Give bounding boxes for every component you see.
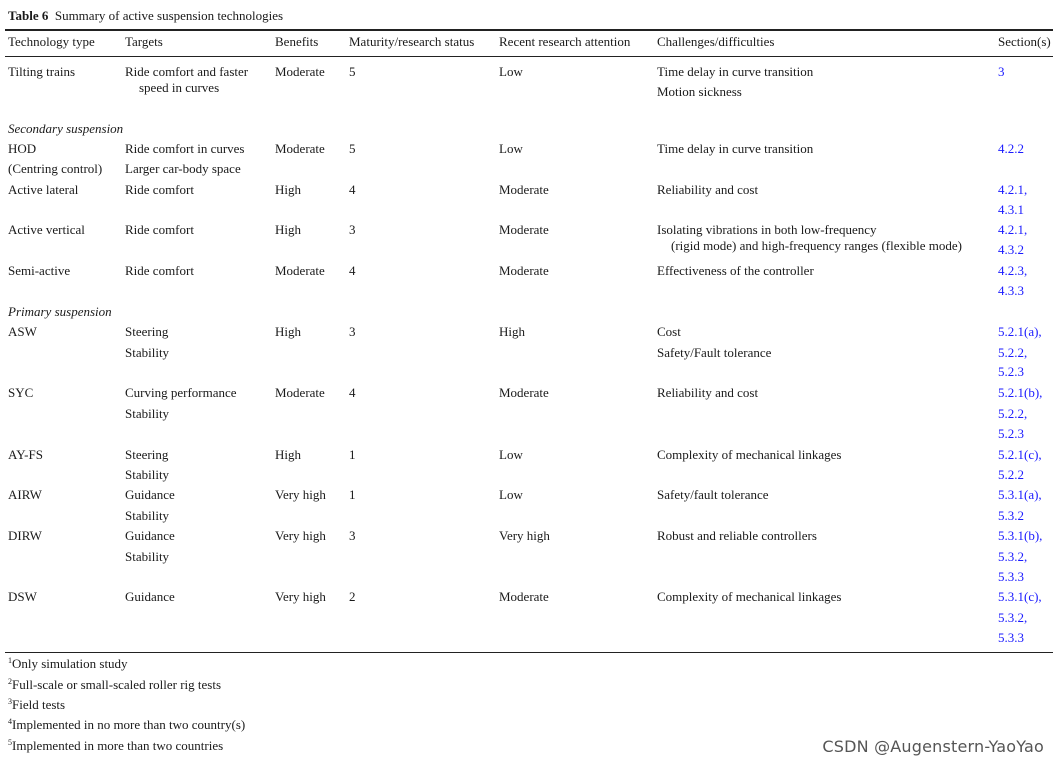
footnote-mark: 1 [8, 656, 12, 665]
cell-targets: Ride comfort [125, 182, 194, 197]
cell-targets: Stability [125, 549, 170, 564]
cell-targets: Ride comfort [125, 222, 194, 237]
section-link[interactable]: 5.3.2, [998, 549, 1028, 564]
cell-maturity: 1 [349, 487, 356, 502]
cell-challenges: Safety/fault tolerance [657, 487, 769, 502]
header-maturity: Maturity/research status [349, 34, 475, 49]
header-challenges: Challenges/difficulties [657, 34, 775, 49]
cell-attention: Moderate [499, 182, 549, 197]
cell-maturity: 3 [349, 222, 356, 237]
footnote [8, 656, 128, 672]
section-link[interactable]: 5.3.1(b), [998, 528, 1043, 543]
cell-attention: High [499, 324, 525, 339]
cell-challenges: Isolating vibrations in both low-frequency [657, 222, 877, 237]
section-link[interactable]: 5.3.1(a), [998, 487, 1042, 502]
cell-targets: speed in curves [139, 80, 220, 95]
cell-benefits: Very high [275, 589, 326, 604]
cell-benefits: Moderate [275, 141, 325, 156]
footnote-mark: 2 [8, 677, 12, 686]
table-caption [8, 8, 283, 24]
cell-attention: Low [499, 64, 523, 79]
cell-type: ASW [8, 324, 37, 339]
footnote [8, 697, 65, 713]
section-link[interactable]: 5.3.3 [998, 630, 1024, 645]
cell-maturity: 5 [349, 141, 356, 156]
footnote [8, 677, 221, 693]
cell-benefits: Very high [275, 528, 326, 543]
cell-attention: Moderate [499, 385, 549, 400]
section-link[interactable]: 5.2.1(a), [998, 324, 1042, 339]
section-link[interactable]: 4.2.1, [998, 182, 1028, 197]
cell-targets: Curving performance [125, 385, 237, 400]
section-link[interactable]: 4.2.3, [998, 263, 1028, 278]
header-targets: Targets [125, 34, 163, 49]
cell-challenges: Motion sickness [657, 84, 742, 99]
cell-challenges: (rigid mode) and high-frequency ranges (flexible mode) [671, 238, 962, 253]
cell-challenges: Time delay in curve transition [657, 64, 814, 79]
cell-targets: Stability [125, 406, 170, 421]
section-link[interactable]: 5.2.2 [998, 467, 1024, 482]
cell-challenges: Safety/Fault tolerance [657, 345, 772, 360]
section-link[interactable]: 4.3.3 [998, 283, 1024, 298]
cell-challenges: Complexity of mechanical linkages [657, 447, 842, 462]
cell-targets: Guidance [125, 528, 175, 543]
cell-targets: Guidance [125, 487, 175, 502]
section-link[interactable]: 5.3.1(c), [998, 589, 1042, 604]
section-link[interactable]: 5.2.1(b), [998, 385, 1043, 400]
footnote-text: Implemented in more than two countries [12, 738, 224, 753]
section-label-secondary: Secondary suspension [8, 121, 124, 136]
section-link[interactable]: 5.2.3 [998, 426, 1024, 441]
cell-type: Tilting trains [8, 64, 76, 79]
watermark: CSDN @Augenstern-YaoYao [822, 737, 1044, 756]
cell-maturity: 3 [349, 324, 356, 339]
cell-challenges: Complexity of mechanical linkages [657, 589, 842, 604]
section-link[interactable]: 4.3.1 [998, 202, 1024, 217]
section-link[interactable]: 5.3.3 [998, 569, 1024, 584]
footnote-text: Full-scale or small-scaled roller rig tests [12, 677, 222, 692]
section-link[interactable]: 4.2.2 [998, 141, 1024, 156]
cell-type: HOD [8, 141, 37, 156]
section-link[interactable]: 5.2.1(c), [998, 447, 1042, 462]
cell-challenges: Reliability and cost [657, 182, 759, 197]
section-link[interactable]: 5.2.2, [998, 406, 1028, 421]
cell-benefits: High [275, 447, 301, 462]
cell-targets: Stability [125, 345, 170, 360]
footnote [8, 717, 245, 733]
cell-maturity: 3 [349, 528, 356, 543]
cell-benefits: Moderate [275, 64, 325, 79]
table-title: Summary of active suspension technologies [54, 8, 284, 23]
cell-targets: Guidance [125, 589, 175, 604]
section-link[interactable]: 4.3.2 [998, 242, 1024, 257]
cell-benefits: Very high [275, 487, 326, 502]
cell-benefits: High [275, 222, 301, 237]
cell-targets: Stability [125, 467, 170, 482]
cell-maturity: 2 [349, 589, 356, 604]
cell-maturity: 4 [349, 385, 356, 400]
table-label: Table 6 [8, 8, 49, 23]
header-benefits: Benefits [275, 34, 319, 49]
cell-benefits: High [275, 324, 301, 339]
section-link[interactable]: 5.2.2, [998, 345, 1028, 360]
cell-benefits: Moderate [275, 385, 325, 400]
section-link[interactable]: 5.3.2, [998, 610, 1028, 625]
section-link[interactable]: 5.2.3 [998, 364, 1024, 379]
footnote-text: Field tests [12, 697, 66, 712]
cell-attention: Low [499, 447, 523, 462]
cell-targets: Steering [125, 447, 169, 462]
cell-attention: Very high [499, 528, 550, 543]
cell-attention: Moderate [499, 263, 549, 278]
cell-type: Semi-active [8, 263, 71, 278]
bottom-rule [5, 652, 1053, 653]
cell-maturity: 5 [349, 64, 356, 79]
cell-targets: Stability [125, 508, 170, 523]
top-rule [5, 29, 1053, 31]
cell-type: DIRW [8, 528, 42, 543]
footnote-mark: 4 [8, 717, 12, 726]
cell-targets: Larger car-body space [125, 161, 241, 176]
cell-challenges: Cost [657, 324, 681, 339]
cell-challenges: Time delay in curve transition [657, 141, 814, 156]
footnote-text: Implemented in no more than two country(s) [12, 717, 246, 732]
cell-maturity: 4 [349, 263, 356, 278]
cell-targets: Steering [125, 324, 169, 339]
cell-benefits: Moderate [275, 263, 325, 278]
cell-type: Active vertical [8, 222, 85, 237]
cell-challenges: Effectiveness of the controller [657, 263, 814, 278]
cell-type: DSW [8, 589, 37, 604]
section-link[interactable]: 4.2.1, [998, 222, 1028, 237]
section-link[interactable]: 3 [998, 64, 1005, 79]
cell-targets: Ride comfort [125, 263, 194, 278]
cell-challenges: Reliability and cost [657, 385, 759, 400]
cell-maturity: 1 [349, 447, 356, 462]
cell-challenges: Robust and reliable controllers [657, 528, 817, 543]
footnote [8, 738, 223, 754]
cell-attention: Low [499, 487, 523, 502]
footnote-text: Only simulation study [12, 656, 128, 671]
header-rule [5, 56, 1053, 57]
footnote-mark: 5 [8, 738, 12, 747]
header-attention: Recent research attention [499, 34, 631, 49]
cell-maturity: 4 [349, 182, 356, 197]
cell-type: (Centring control) [8, 161, 103, 176]
cell-type: Active lateral [8, 182, 79, 197]
cell-attention: Low [499, 141, 523, 156]
cell-attention: Moderate [499, 589, 549, 604]
cell-targets: Ride comfort in curves [125, 141, 245, 156]
section-link[interactable]: 5.3.2 [998, 508, 1024, 523]
cell-targets: Ride comfort and faster [125, 64, 249, 79]
cell-benefits: High [275, 182, 301, 197]
footnote-mark: 3 [8, 697, 12, 706]
cell-attention: Moderate [499, 222, 549, 237]
header-technology-type: Technology type [8, 34, 95, 49]
cell-type: AY-FS [8, 447, 43, 462]
cell-type: SYC [8, 385, 34, 400]
cell-type: AIRW [8, 487, 42, 502]
section-label-primary: Primary suspension [8, 304, 112, 319]
header-sections: Section(s) [998, 34, 1051, 49]
